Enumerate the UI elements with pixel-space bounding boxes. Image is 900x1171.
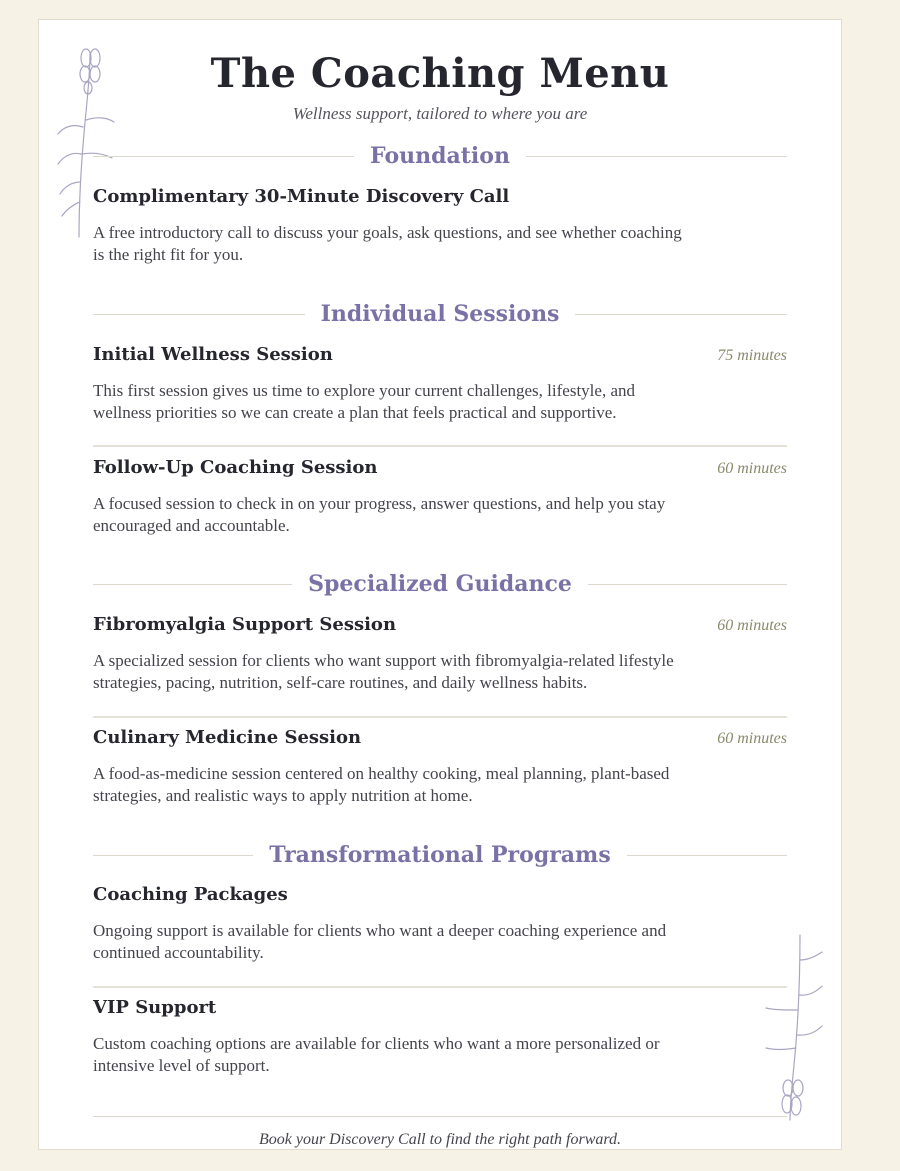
- section-heading-label: Foundation: [370, 143, 510, 169]
- section-heading-label: Individual Sessions: [320, 301, 560, 327]
- item-name: Complimentary 30-Minute Discovery Call: [93, 186, 510, 207]
- item-divider: [93, 986, 787, 988]
- item-description: A specialized session for clients who want support with fibromyalgia-related lifestyle strategies, pacing, nutrition, self-care routines, and daily wellness habits.: [93, 651, 674, 692]
- item-name: Initial Wellness Session: [93, 344, 333, 365]
- item-divider: [93, 716, 787, 718]
- section-rule-left: [93, 855, 253, 856]
- item-duration: 60 minutes: [717, 730, 787, 747]
- item-description: A food-as-medicine session centered on healthy cooking, meal planning, plant-based strategies, and realistic ways to apply nutrition at home.: [93, 764, 670, 805]
- item-description: Ongoing support is available for clients who want a deeper coaching experience and continued accountability.: [93, 921, 667, 962]
- item-name: Fibromyalgia Support Session: [93, 614, 397, 635]
- item-duration: 60 minutes: [717, 617, 787, 634]
- section-rule-right: [575, 314, 787, 315]
- section-rule-left: [93, 584, 292, 585]
- section-heading-foundation: [93, 141, 787, 171]
- item-name: VIP Support: [93, 997, 217, 1018]
- section-heading-label: Transformational Programs: [269, 842, 611, 868]
- item-description: A free introductory call to discuss your goals, ask questions, and see whether coaching is the right fit for you.: [93, 223, 682, 264]
- section-heading-individual-sessions: [93, 299, 787, 329]
- section-heading-label: Specialized Guidance: [308, 571, 572, 597]
- footer-call-to-action: Book your Discovery Call to find the right path forward.: [258, 1131, 622, 1148]
- section-rule-right: [627, 855, 787, 856]
- item-name: Culinary Medicine Session: [93, 727, 362, 748]
- item-description: Custom coaching options are available for clients who want a more personalized or intensive level of support.: [93, 1034, 660, 1075]
- section-rule-left: [93, 314, 305, 315]
- section-rule-right: [526, 156, 787, 157]
- item-name: Coaching Packages: [93, 884, 288, 905]
- section-heading-transformational-programs: [93, 840, 787, 870]
- item-description: This first session gives us time to explore your current challenges, lifestyle, and wellness priorities so we can create a plan that feels practical and supportive.: [93, 381, 635, 422]
- section-heading-specialized-guidance: [93, 569, 787, 599]
- page-title: The Coaching Menu: [210, 50, 670, 97]
- item-duration: 75 minutes: [717, 347, 787, 364]
- item-name: Follow-Up Coaching Session: [93, 457, 378, 478]
- footer-divider: [93, 1116, 787, 1117]
- section-rule-right: [588, 584, 787, 585]
- section-rule-left: [93, 156, 354, 157]
- item-duration: 60 minutes: [717, 460, 787, 477]
- item-divider: [93, 445, 787, 447]
- page-subtitle: Wellness support, tailored to where you are: [292, 104, 588, 123]
- item-description: A focused session to check in on your progress, answer questions, and help you stay encouraged and accountable.: [93, 494, 666, 535]
